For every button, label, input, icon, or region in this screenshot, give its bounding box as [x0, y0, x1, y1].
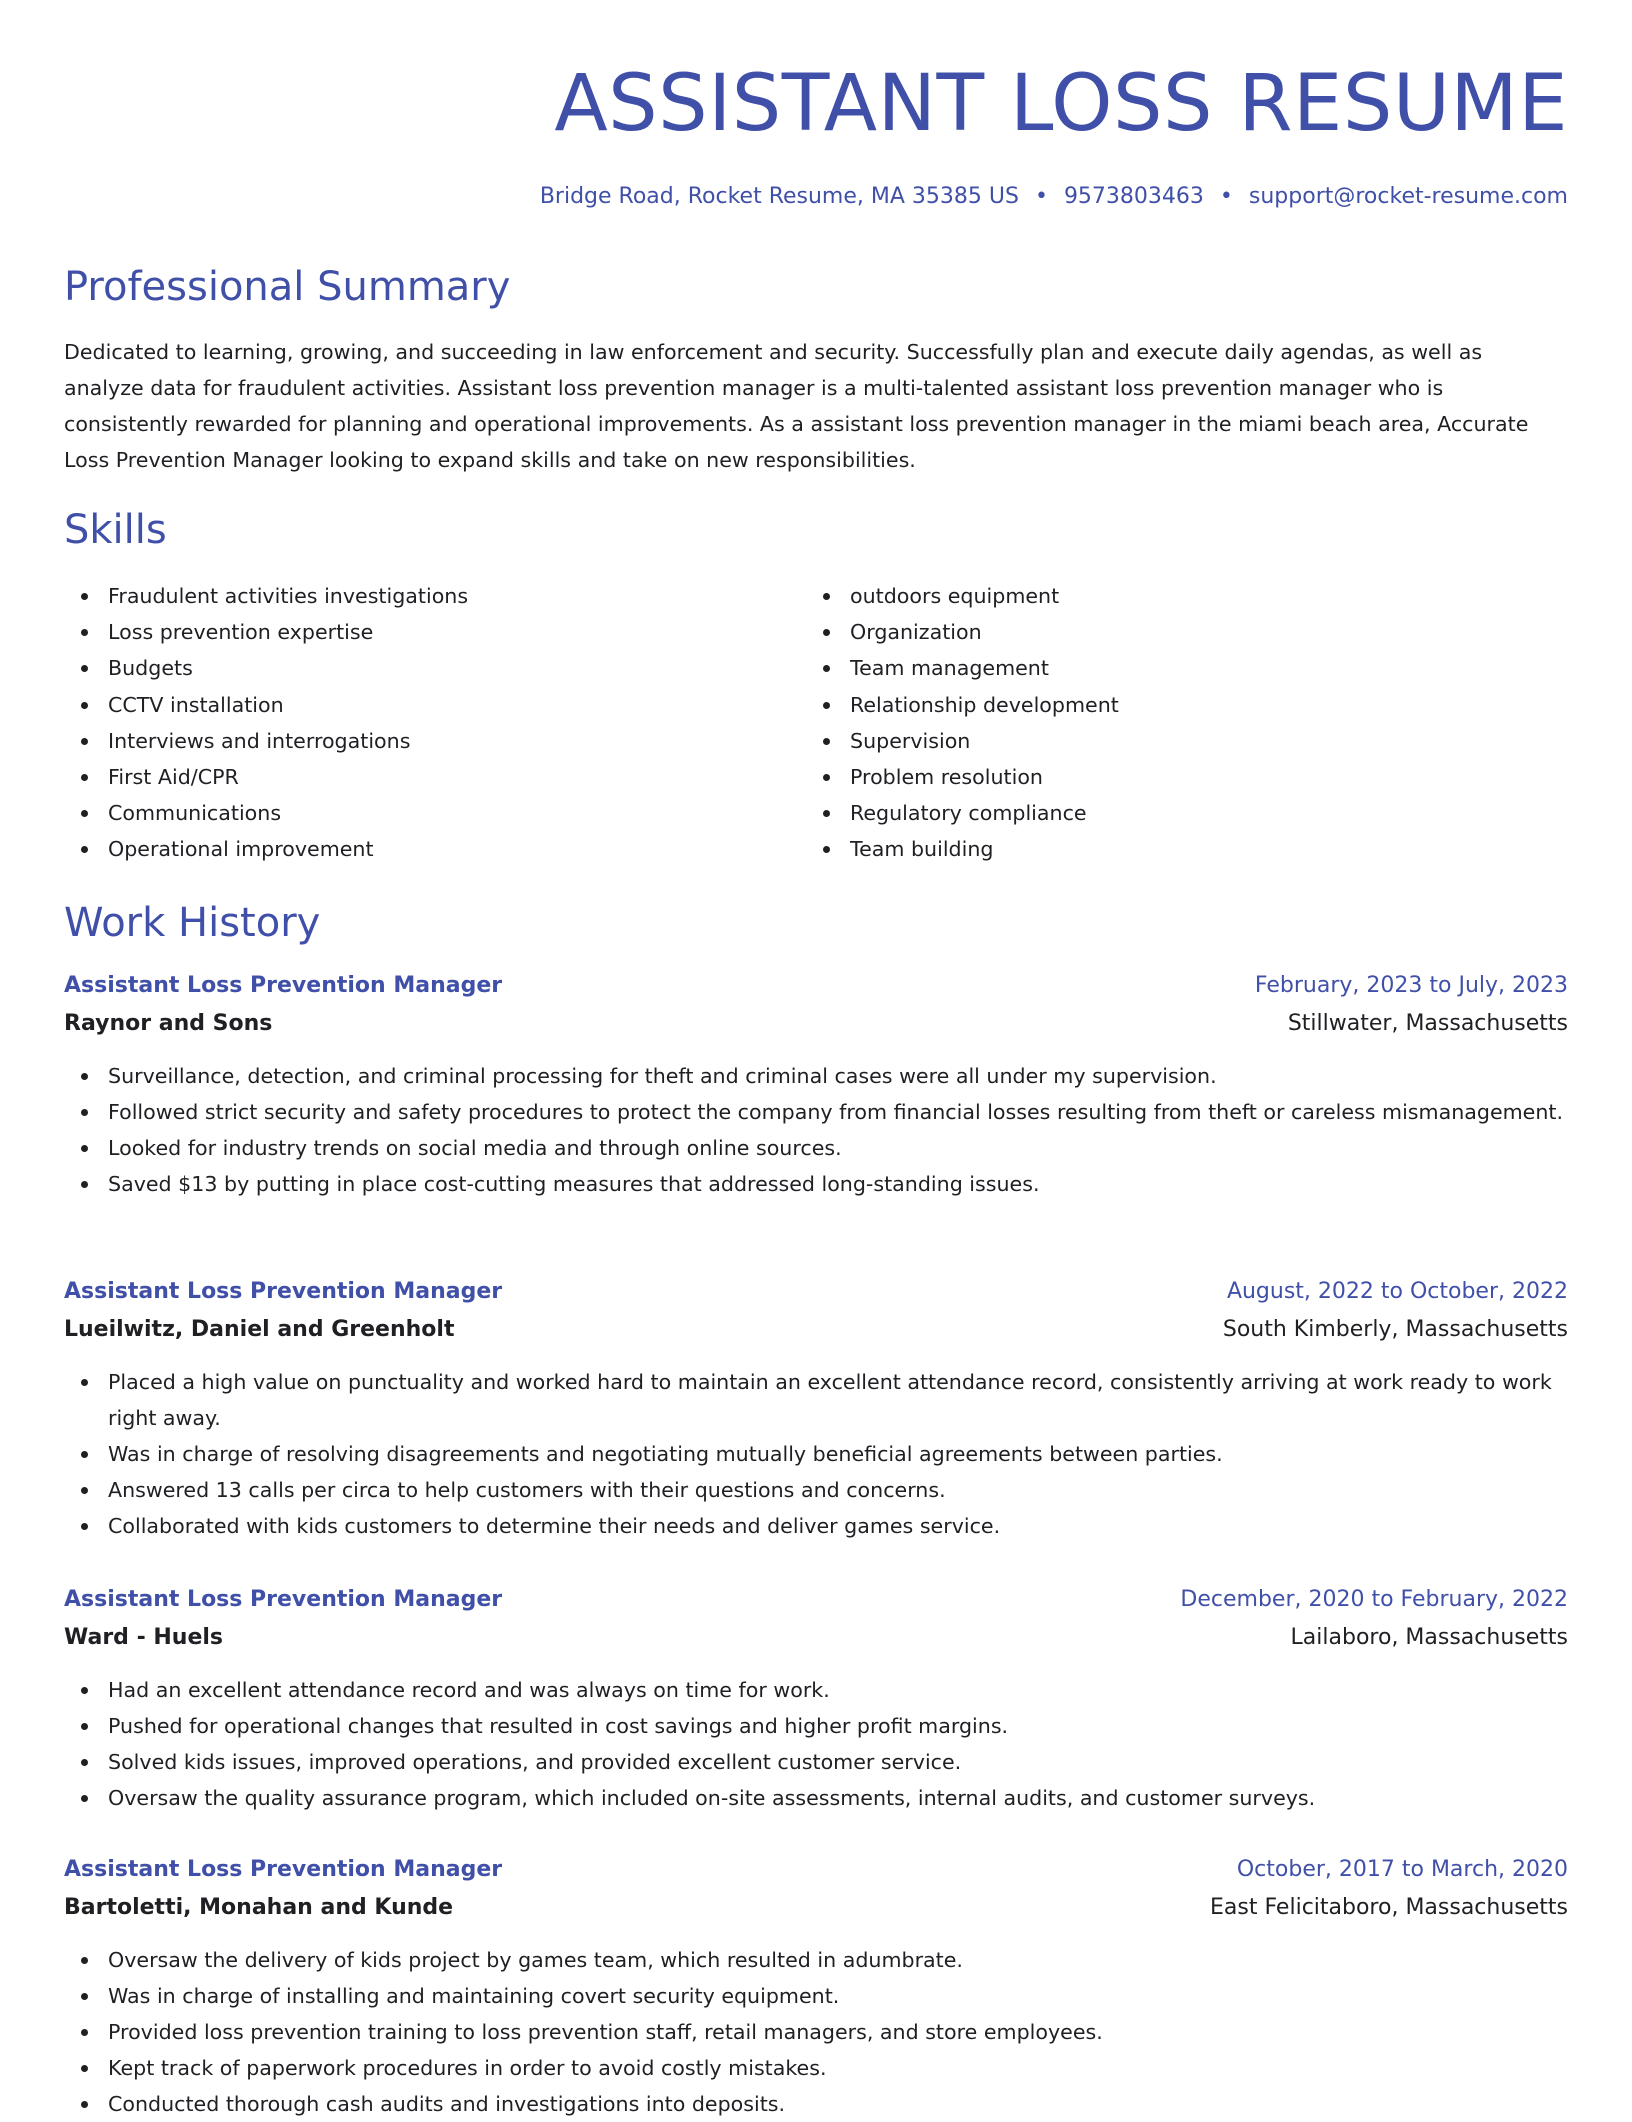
- summary-heading: Professional Summary: [64, 264, 511, 310]
- skill-item: Problem resolution: [806, 759, 1506, 795]
- contact-email[interactable]: support@rocket-resume.com: [1248, 184, 1568, 209]
- work-history-heading: Work History: [64, 900, 321, 946]
- job-bullet: Looked for industry trends on social media and through online sources.: [64, 1130, 1568, 1166]
- job-location: Stillwater, Massachusetts: [1287, 1011, 1568, 1036]
- skill-item: Operational improvement: [64, 831, 764, 867]
- job-bullet: Conducted thorough cash audits and investigations into deposits.: [64, 2086, 1568, 2122]
- job-bullet: Solved kids issues, improved operations, and provided excellent customer service.: [64, 1744, 1568, 1780]
- skill-item: CCTV installation: [64, 687, 764, 723]
- contact-line: [540, 182, 1568, 212]
- job-location: East Felicitaboro, Massachusetts: [1210, 1895, 1568, 1920]
- job-bullet: Was in charge of resolving disagreements and negotiating mutually beneficial agreements between parties.: [64, 1436, 1568, 1472]
- job-company-row: [64, 1620, 1568, 1658]
- skill-item: Team building: [806, 831, 1506, 867]
- skill-item: outdoors equipment: [806, 578, 1506, 614]
- job-company: Bartoletti, Monahan and Kunde: [64, 1895, 454, 1920]
- skill-item: Organization: [806, 614, 1506, 650]
- job-location: Lailaboro, Massachusetts: [1290, 1625, 1568, 1650]
- job-dates: August, 2022 to October, 2022: [1226, 1279, 1568, 1304]
- job-company-row: [64, 1006, 1568, 1044]
- contact-phone[interactable]: 9573803463: [1063, 184, 1204, 209]
- skill-item: Communications: [64, 795, 764, 831]
- skill-item: Fraudulent activities investigations: [64, 578, 764, 614]
- skills-column-left: [64, 578, 764, 868]
- job-bullet-list: [64, 1672, 1568, 1816]
- contact-separator: •: [1034, 184, 1048, 209]
- contact-address: Bridge Road, Rocket Resume, MA 35385 US: [539, 184, 1019, 209]
- skills-list-left: [64, 578, 764, 868]
- job-bullet: Placed a high value on punctuality and worked hard to maintain an excellent attendance record, consistently arriving at work ready to work right away.: [64, 1364, 1568, 1436]
- skills-list-right: [806, 578, 1506, 868]
- resume-page: [64, 0, 1568, 2116]
- job-title: Assistant Loss Prevention Manager: [64, 1587, 503, 1612]
- skill-item: Supervision: [806, 723, 1506, 759]
- contact-separator: •: [1219, 184, 1233, 209]
- skills-column-right: [806, 578, 1506, 868]
- job-bullet: Saved $13 by putting in place cost-cutting measures that addressed long-standing issues.: [64, 1166, 1568, 1202]
- job-company: Raynor and Sons: [64, 1011, 273, 1036]
- job-entry: [64, 1582, 1568, 1816]
- job-bullet: Oversaw the quality assurance program, which included on-site assessments, internal audits, and customer surveys.: [64, 1780, 1568, 1816]
- job-bullet: Pushed for operational changes that resulted in cost savings and higher profit margins.: [64, 1708, 1568, 1744]
- skill-item: Interviews and interrogations: [64, 723, 764, 759]
- job-dates: February, 2023 to July, 2023: [1254, 973, 1568, 998]
- job-entry: [64, 968, 1568, 1202]
- resume-title: ASSISTANT LOSS RESUME: [554, 59, 1568, 149]
- job-title-row: [64, 1274, 1568, 1312]
- job-dates: December, 2020 to February, 2022: [1180, 1587, 1568, 1612]
- skill-item: Team management: [806, 650, 1506, 686]
- job-company: Lueilwitz, Daniel and Greenholt: [64, 1317, 455, 1342]
- job-bullet: Surveillance, detection, and criminal processing for theft and criminal cases were all under my supervision.: [64, 1058, 1568, 1094]
- job-title-row: [64, 1582, 1568, 1620]
- job-bullet: Followed strict security and safety procedures to protect the company from financial losses resulting from theft or careless mismanagement.: [64, 1094, 1568, 1130]
- job-company-row: [64, 1890, 1568, 1928]
- job-bullet-list: [64, 1942, 1568, 2122]
- summary-text: Dedicated to learning, growing, and succeeding in law enforcement and security. Successfully plan and execute daily agendas, as well as analyze data for fraudulent activities. Assistant loss prevention manager is a multi-talented assistant loss prevention manager who is consistently rewarded for planning and operational improvements. As a assistant loss prevention manager in the miami beach area, Accurate Loss Prevention Manager looking to expand skills and take on new responsibilities.: [64, 340, 1529, 472]
- job-title-row: [64, 968, 1568, 1006]
- job-title-row: [64, 1852, 1568, 1890]
- job-bullet: Was in charge of installing and maintaining covert security equipment.: [64, 1978, 1568, 2014]
- job-bullet: Kept track of paperwork procedures in order to avoid costly mistakes.: [64, 2050, 1568, 2086]
- job-entry: [64, 1274, 1568, 1544]
- skill-item: Loss prevention expertise: [64, 614, 764, 650]
- job-company-row: [64, 1312, 1568, 1350]
- job-bullet: Answered 13 calls per circa to help customers with their questions and concerns.: [64, 1472, 1568, 1508]
- job-bullet: Collaborated with kids customers to determine their needs and deliver games service.: [64, 1508, 1568, 1544]
- job-bullet: Oversaw the delivery of kids project by games team, which resulted in adumbrate.: [64, 1942, 1568, 1978]
- job-title: Assistant Loss Prevention Manager: [64, 1279, 503, 1304]
- job-title: Assistant Loss Prevention Manager: [64, 1857, 503, 1882]
- skill-item: Relationship development: [806, 687, 1506, 723]
- job-bullet: Had an excellent attendance record and was always on time for work.: [64, 1672, 1568, 1708]
- skills-heading: Skills: [64, 507, 167, 553]
- skill-item: Regulatory compliance: [806, 795, 1506, 831]
- job-dates: October, 2017 to March, 2020: [1236, 1857, 1568, 1882]
- job-bullet-list: [64, 1364, 1568, 1544]
- job-company: Ward - Huels: [64, 1625, 224, 1650]
- job-bullet: Provided loss prevention training to loss prevention staff, retail managers, and store employees.: [64, 2014, 1568, 2050]
- job-location: South Kimberly, Massachusetts: [1222, 1317, 1568, 1342]
- job-bullet-list: [64, 1058, 1568, 1202]
- job-entry: [64, 1852, 1568, 2122]
- job-title: Assistant Loss Prevention Manager: [64, 973, 503, 998]
- skill-item: Budgets: [64, 650, 764, 686]
- skill-item: First Aid/CPR: [64, 759, 764, 795]
